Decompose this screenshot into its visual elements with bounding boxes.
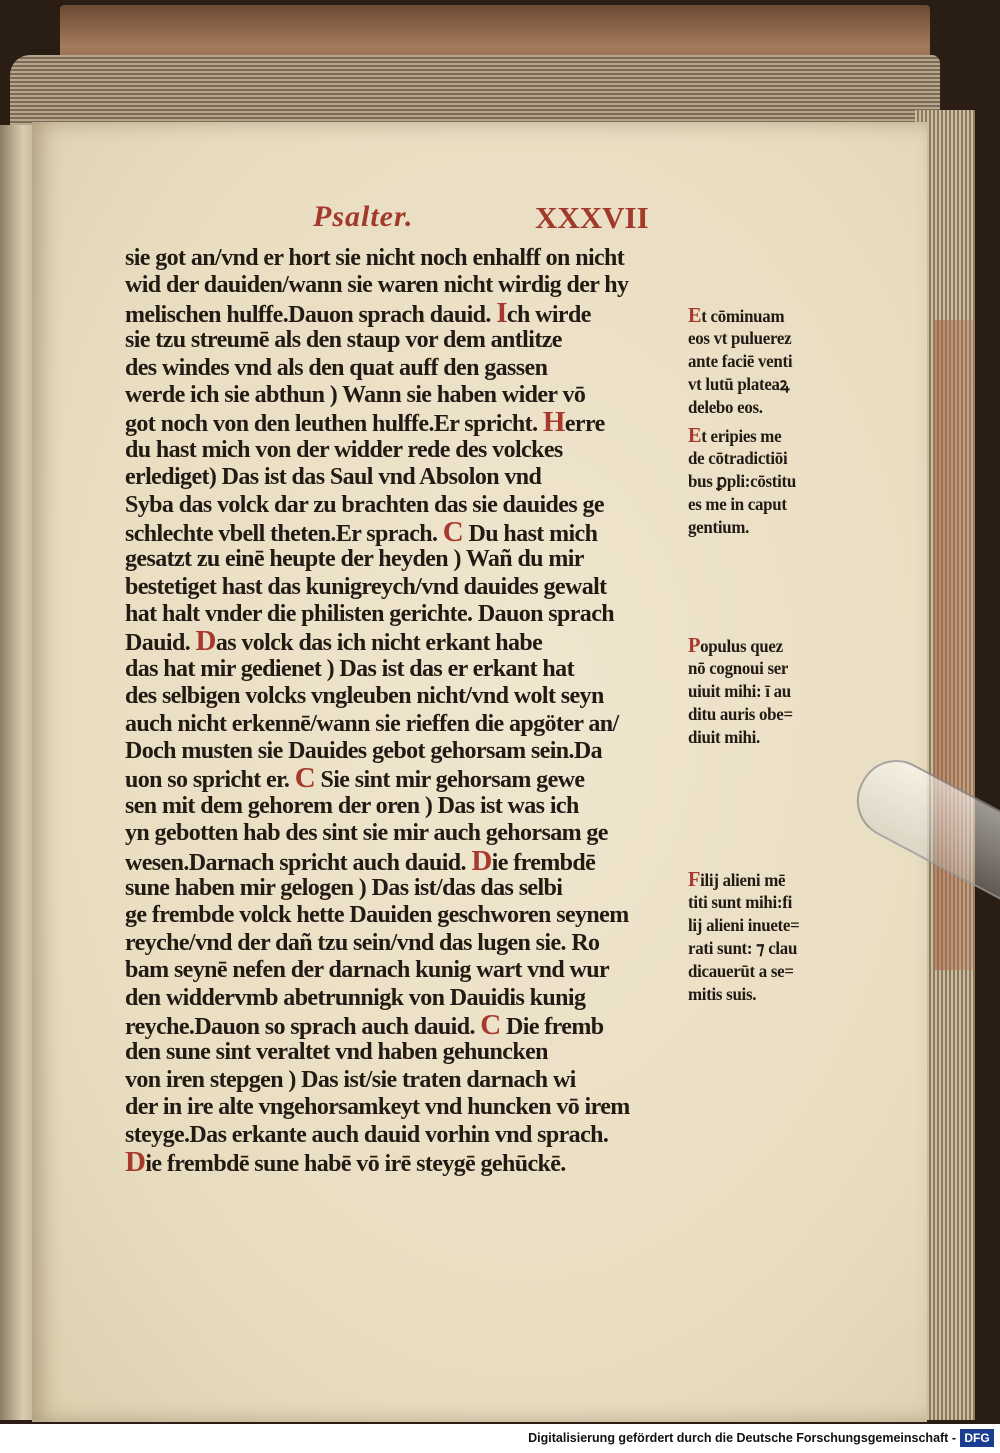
text-segment: du hast mich von der widder rede des volckes (125, 436, 563, 463)
text-segment: den widdervmb abetrunnigk von Dauidis kunig (125, 984, 586, 1011)
text-segment: got noch von den leuthen hulffe.Er spricht. (125, 411, 543, 438)
text-segment: wesen.Darnach spricht auch dauid. (125, 849, 472, 876)
text-line (125, 355, 663, 382)
text-line (125, 711, 663, 738)
text-segment: diuit mihi. (688, 727, 760, 747)
gloss-line (688, 657, 828, 680)
text-segment: bestetiget hast das kunigreych/vnd dauides gewalt (125, 573, 607, 600)
text-segment: gesatzt zu einē heupte der heyden ) Wañ du mir (125, 546, 584, 573)
rubricated-initial: C (294, 762, 316, 795)
gloss-line (688, 983, 828, 1006)
gloss-line (688, 424, 828, 447)
text-segment: dicauerūt a se= (688, 961, 794, 981)
text-segment: gentium. (688, 517, 750, 537)
text-line (125, 327, 663, 354)
text-segment: reyche/vnd der dañ tzu sein/vnd das lugen sie. Ro (125, 929, 600, 956)
rubricated-initial: P (688, 633, 701, 657)
text-segment: uiuit mihi: ī au (688, 681, 791, 701)
marginal-gloss-4 (688, 868, 833, 1006)
text-line (125, 985, 663, 1012)
text-line (125, 1094, 663, 1121)
book-page-edges-top (10, 55, 940, 130)
text-line (125, 875, 663, 902)
text-line (125, 245, 663, 272)
gloss-line (688, 868, 828, 891)
text-segment: yn gebotten hab des sint sie mir auch gehorsam ge (125, 820, 608, 847)
text-segment: mitis suis. (688, 984, 757, 1004)
text-segment: des windes vnd als den quat auff den gassen (125, 354, 548, 381)
rubricated-initial: C (442, 515, 464, 548)
gloss-line (688, 726, 828, 749)
rubricated-initial: D (471, 844, 492, 877)
text-segment: den sune sint veraltet vnd haben gehuncken (125, 1039, 548, 1066)
text-line (125, 683, 663, 710)
rubricated-initial: C (480, 1008, 501, 1041)
gloss-line (688, 493, 828, 516)
text-segment: rati sunt: ⁊ clau (688, 938, 798, 958)
text-segment: des selbigen volcks vngleuben nicht/vnd wolt seyn (125, 683, 604, 710)
gloss-line (688, 327, 828, 350)
text-line (125, 738, 663, 765)
gloss-line (688, 350, 828, 373)
marginal-gloss-2 (688, 424, 833, 539)
folio-number: XXXVII (535, 200, 649, 235)
gloss-line (688, 470, 828, 493)
rubricated-initial: I (496, 296, 507, 329)
text-segment: Sie sint mir gehorsam gewe (315, 767, 585, 794)
text-segment: Du hast mich (463, 520, 598, 547)
gloss-line (688, 373, 828, 396)
text-segment: wid der dauiden/wann sie waren nicht wirdig der hy (125, 272, 629, 299)
marginal-gloss-1 (688, 304, 833, 419)
text-line (125, 464, 663, 491)
text-line (125, 820, 663, 847)
text-segment: ante faciē venti (688, 351, 793, 371)
rubricated-initial: D (125, 1145, 146, 1178)
text-line (125, 762, 663, 795)
text-segment: nō cognoui ser (688, 658, 789, 678)
gloss-line (688, 516, 828, 539)
text-segment: Doch musten sie Dauides gebot gehorsam sein.Da (125, 738, 603, 765)
text-segment: t eripies me (701, 426, 782, 446)
rubricated-initial: E (688, 423, 702, 447)
text-segment: erre (564, 411, 605, 438)
text-segment: lij alieni inuete= (688, 915, 800, 935)
gloss-line (688, 703, 828, 726)
text-line (125, 296, 663, 329)
rubricated-initial: D (195, 625, 216, 658)
text-line (125, 492, 663, 519)
text-segment: eos vt puluerez (688, 328, 792, 348)
text-line (125, 902, 663, 929)
text-line (125, 272, 663, 299)
dfg-logo: DFG (960, 1429, 994, 1447)
text-line (125, 1145, 663, 1178)
text-segment: werde ich sie abthun ) Wann sie haben wider vō (125, 381, 586, 408)
text-segment: Die fremb (500, 1013, 604, 1040)
text-line (125, 625, 663, 658)
text-line (125, 793, 663, 820)
text-segment: as volck das ich nicht erkant habe (215, 630, 543, 657)
gloss-line (688, 937, 828, 960)
text-segment: uon so spricht er. (125, 767, 295, 794)
text-line (125, 957, 663, 984)
text-segment: delebo eos. (688, 397, 763, 417)
gloss-line (688, 304, 828, 327)
gloss-line (688, 914, 828, 937)
text-segment: von iren stepgen ) Das ist/sie traten darnach wi (125, 1066, 576, 1093)
footer-bar (0, 1424, 1000, 1453)
text-line (125, 1039, 663, 1066)
text-segment: opulus quez (700, 636, 783, 656)
text-segment: ch wirde (506, 301, 591, 328)
gloss-line (688, 447, 828, 470)
text-segment: schlechte vbell theten.Er sprach. (125, 520, 443, 547)
rubricated-initial: H (542, 406, 565, 439)
text-line (125, 844, 663, 877)
text-segment: erlediget) Das ist das Saul vnd Absolon vnd (125, 464, 542, 491)
text-segment: melischen hulffe.Dauon sprach dauid. (125, 301, 497, 328)
text-segment: sie got an/vnd er hort sie nicht noch enhalff on nicht (125, 245, 625, 271)
text-line (125, 1008, 663, 1041)
text-line (125, 930, 663, 957)
text-line (125, 1122, 663, 1149)
gloss-line (688, 396, 828, 419)
text-line (125, 515, 663, 548)
text-segment: das hat mir gedienet ) Das ist das er erkant hat (125, 655, 574, 682)
gloss-line (688, 960, 828, 983)
text-line (125, 1067, 663, 1094)
text-line (125, 574, 663, 601)
marginal-gloss-3 (688, 634, 833, 749)
text-segment: ie frembdē sune habē vō irē steygē gehūckē. (145, 1150, 566, 1177)
text-segment: auch nicht erkennē/wann sie rieffen die apgöter an/ (125, 710, 619, 737)
text-segment: Dauid. (125, 630, 196, 657)
gloss-line (688, 891, 828, 914)
text-segment: bus ꝑpli:cōstitu (688, 471, 796, 491)
text-segment: hat halt vnder die philisten gerichte. Dauon sprach (125, 601, 614, 628)
text-line (125, 546, 663, 573)
running-head-title: Psalter. (313, 200, 414, 233)
text-line (125, 437, 663, 464)
text-segment: ge frembde volck hette Dauiden geschworen seynem (125, 902, 629, 929)
text-segment: bam seynē nefen der darnach kunig wart vnd wur (125, 957, 610, 984)
text-line (125, 656, 663, 683)
text-segment: titi sunt mihi:fi (688, 892, 792, 912)
rubricated-initial: E (688, 303, 702, 327)
text-line (125, 382, 663, 409)
funding-credit: Digitalisierung gefördert durch die Deutsche Forschungsgemeinschaft - (528, 1431, 956, 1445)
text-segment: der in ire alte vngehorsamkeyt vnd huncken vō irem (125, 1094, 630, 1121)
text-segment: ilij alieni mē (700, 870, 786, 890)
text-segment: steyge.Das erkante auch dauid vorhin vnd sprach. (125, 1121, 609, 1148)
text-line (125, 406, 663, 439)
text-segment: ie frembdē (491, 849, 596, 876)
text-segment: ditu auris obe= (688, 704, 793, 724)
text-segment: vt lutū plateaꝝ (688, 374, 790, 394)
gloss-line (688, 634, 828, 657)
text-segment: reyche.Dauon so sprach auch dauid. (125, 1013, 481, 1040)
text-line (125, 601, 663, 628)
text-segment: de cōtradictiōi (688, 448, 788, 468)
text-segment: sune haben mir gelogen ) Das ist/das das selbi (125, 874, 563, 901)
text-segment: t cōminuam (701, 306, 785, 326)
text-segment: sen mit dem gehorem der oren ) Das ist was ich (125, 792, 579, 819)
text-segment: sie tzu streumē als den staup vor dem antlitze (125, 327, 562, 354)
rubricated-initial: F (688, 867, 701, 891)
gloss-line (688, 680, 828, 703)
text-segment: Syba das volck dar zu brachten das sie dauides ge (125, 491, 604, 518)
main-text-column (125, 245, 663, 1176)
text-segment: es me in caput (688, 494, 787, 514)
